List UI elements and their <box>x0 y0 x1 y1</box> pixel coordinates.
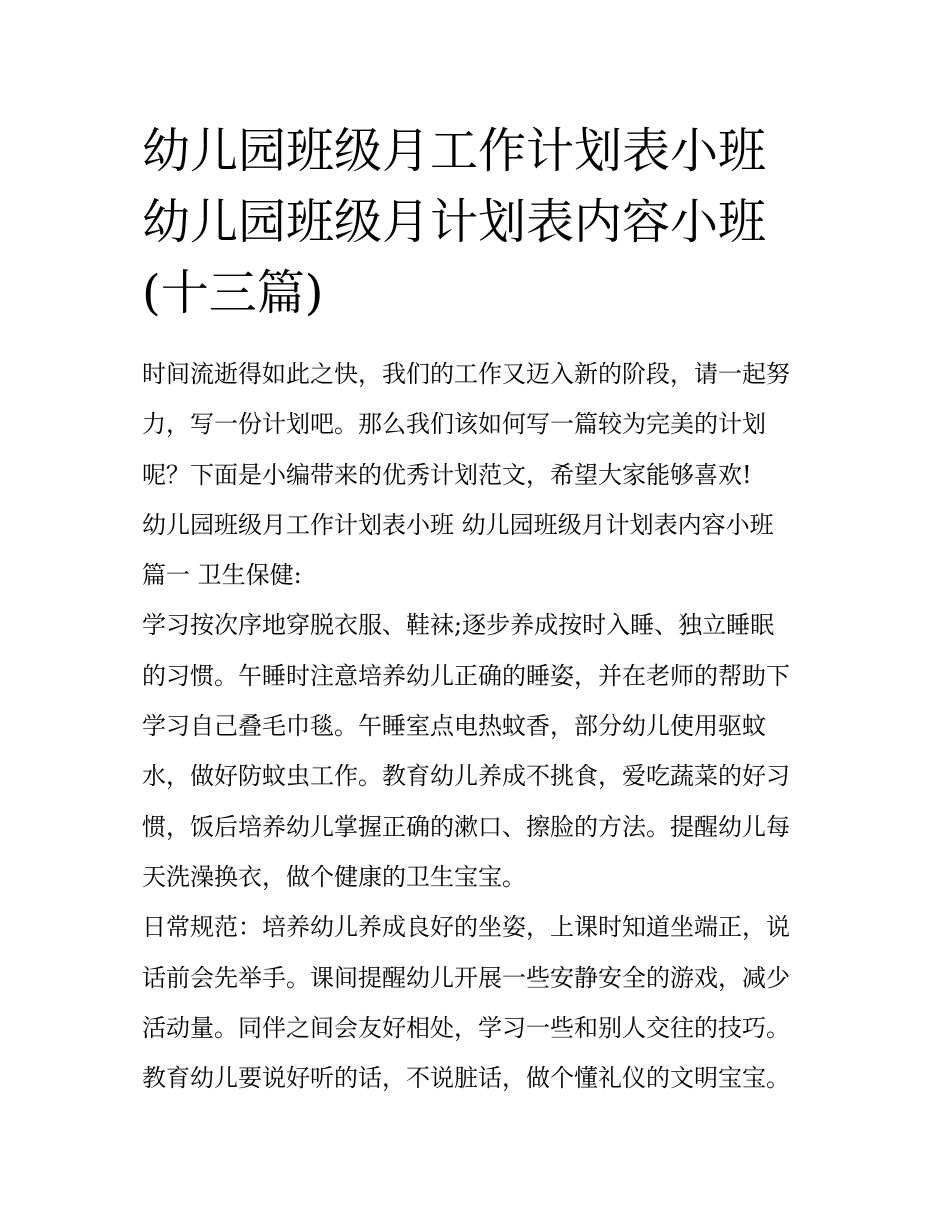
body-line: 天洗澡换衣，做个健康的卫生宝宝。 <box>142 862 526 891</box>
document-body <box>142 349 814 1103</box>
body-line: 日常规范：培养幼儿养成良好的坐姿，上课时知道坐端正，说 <box>142 913 790 942</box>
body-line: 活动量。同伴之间会友好相处，学习一些和别人交往的技巧。 <box>142 1013 790 1042</box>
document-page <box>142 116 814 1103</box>
body-line: 呢？下面是小编带来的优秀计划范文，希望大家能够喜欢! <box>142 460 752 489</box>
body-line: 水，做好防蚊虫工作。教育幼儿养成不挑食，爱吃蔬菜的好习 <box>142 762 790 791</box>
title-line: 幼儿园班级月计划表内容小班 <box>142 194 767 250</box>
section-heading: 篇一 卫生保健: <box>142 561 302 590</box>
body-line: 的习惯。午睡时注意培养幼儿正确的睡姿，并在老师的帮助下 <box>142 661 790 690</box>
document-title <box>142 116 814 329</box>
body-line: 力，写一份计划吧。那么我们该如何写一篇较为完美的计划 <box>142 410 766 439</box>
body-line: 惯，饭后培养幼儿掌握正确的漱口、擦脸的方法。提醒幼儿每 <box>142 812 790 841</box>
body-line: 教育幼儿要说好听的话，不说脏话，做个懂礼仪的文明宝宝。 <box>142 1064 790 1093</box>
title-line: 幼儿园班级月工作计划表小班 <box>142 123 767 179</box>
body-line: 幼儿园班级月工作计划表小班 幼儿园班级月计划表内容小班 <box>142 510 774 539</box>
body-line: 话前会先举手。课间提醒幼儿开展一些安静安全的游戏，减少 <box>142 963 790 992</box>
body-line: 时间流逝得如此之快，我们的工作又迈入新的阶段，请一起努 <box>142 360 790 388</box>
title-line: (十三篇) <box>142 265 324 321</box>
body-line: 学习按次序地穿脱衣服、鞋袜;逐步养成按时入睡、独立睡眠 <box>142 611 775 640</box>
body-line: 学习自己叠毛巾毯。午睡室点电热蚊香，部分幼儿使用驱蚊 <box>142 712 766 741</box>
